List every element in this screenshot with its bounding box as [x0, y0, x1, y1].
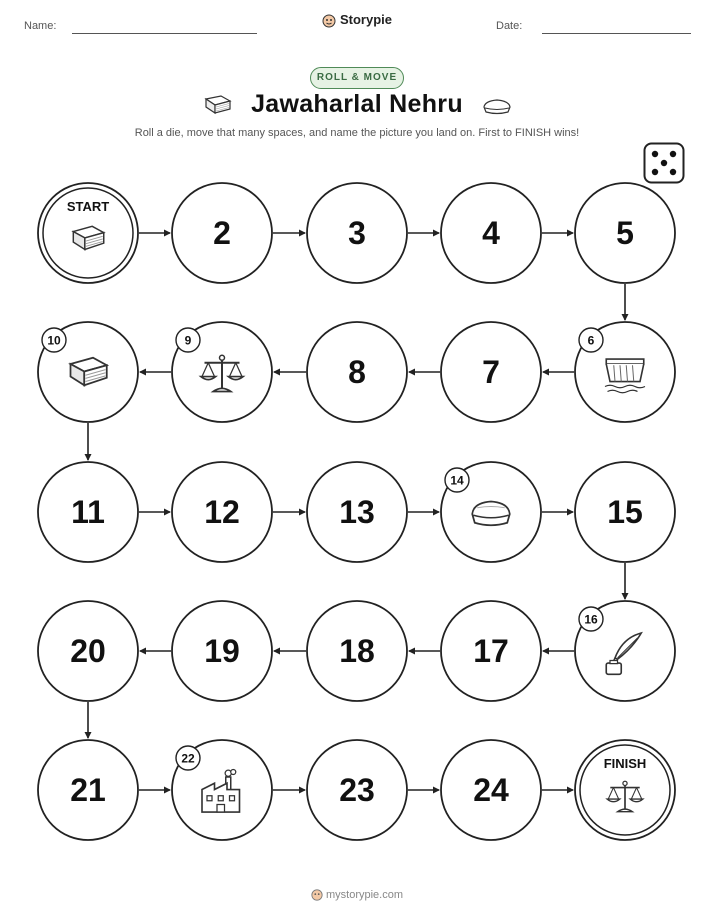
board-space-22[interactable]: [172, 740, 272, 840]
board-space-13[interactable]: [307, 462, 407, 562]
space-number-badge: 10: [47, 333, 61, 348]
board-space-18[interactable]: [307, 601, 407, 701]
space-number-badge: 16: [584, 612, 598, 627]
space-number: 4: [482, 215, 500, 251]
board-space-4[interactable]: [441, 183, 541, 283]
board-space-11[interactable]: [38, 462, 138, 562]
roll-and-move-badge: ROLL & MOVE: [310, 67, 404, 89]
cap-icon: [472, 502, 510, 526]
board-space-25[interactable]: [575, 740, 675, 840]
board-space-3[interactable]: [307, 183, 407, 283]
space-number: 18: [339, 633, 375, 669]
board-space-23[interactable]: [307, 740, 407, 840]
space-number: 13: [339, 494, 375, 530]
page-title: Jawaharlal Nehru: [251, 90, 463, 118]
board-space-9[interactable]: [172, 322, 272, 422]
space-number: 21: [70, 772, 106, 808]
board-space-10[interactable]: [38, 322, 138, 422]
board-space-5[interactable]: [575, 183, 675, 283]
space-number: 2: [213, 215, 231, 251]
board-space-12[interactable]: [172, 462, 272, 562]
footer-url: mystorypie.com: [325, 889, 404, 901]
space-number: 3: [348, 215, 366, 251]
space-number: 17: [473, 633, 509, 669]
name-label: Name:: [24, 20, 57, 32]
board-space-21[interactable]: [38, 740, 138, 840]
space-number: 7: [482, 354, 500, 390]
board-space-14[interactable]: [441, 462, 541, 562]
board-space-8[interactable]: [307, 322, 407, 422]
board-space-24[interactable]: [441, 740, 541, 840]
board-space-16[interactable]: [575, 601, 675, 701]
finish-label: FINISH: [603, 756, 647, 771]
board-space-17[interactable]: [441, 601, 541, 701]
storypie-logo-icon: [311, 889, 323, 901]
board-space-6[interactable]: [575, 322, 675, 422]
space-number: 12: [204, 494, 240, 530]
space-number: 24: [473, 772, 509, 808]
space-number: 5: [616, 215, 634, 251]
brand-name: Storypie: [339, 12, 392, 27]
board-space-20[interactable]: [38, 601, 138, 701]
board-space-7[interactable]: [441, 322, 541, 422]
instructions: Roll a die, move that many spaces, and name the picture you land on. First to FINISH wins!: [134, 127, 580, 139]
date-label: Date:: [496, 20, 523, 32]
board-space-1[interactable]: [38, 183, 138, 283]
space-number: 15: [607, 494, 643, 530]
space-number: 11: [71, 494, 105, 530]
space-number-badge: 22: [181, 751, 195, 766]
footer: [0, 889, 714, 901]
start-label: START: [66, 199, 110, 214]
board-space-15[interactable]: [575, 462, 675, 562]
board-space-2[interactable]: [172, 183, 272, 283]
space-number: 19: [204, 633, 240, 669]
space-number-badge: 14: [450, 473, 464, 488]
space-number-badge: 9: [184, 333, 192, 348]
board-space-19[interactable]: [172, 601, 272, 701]
space-number-badge: 6: [587, 333, 595, 348]
space-number: 20: [70, 633, 106, 669]
space-number: 23: [339, 772, 375, 808]
space-number: 8: [348, 354, 366, 390]
